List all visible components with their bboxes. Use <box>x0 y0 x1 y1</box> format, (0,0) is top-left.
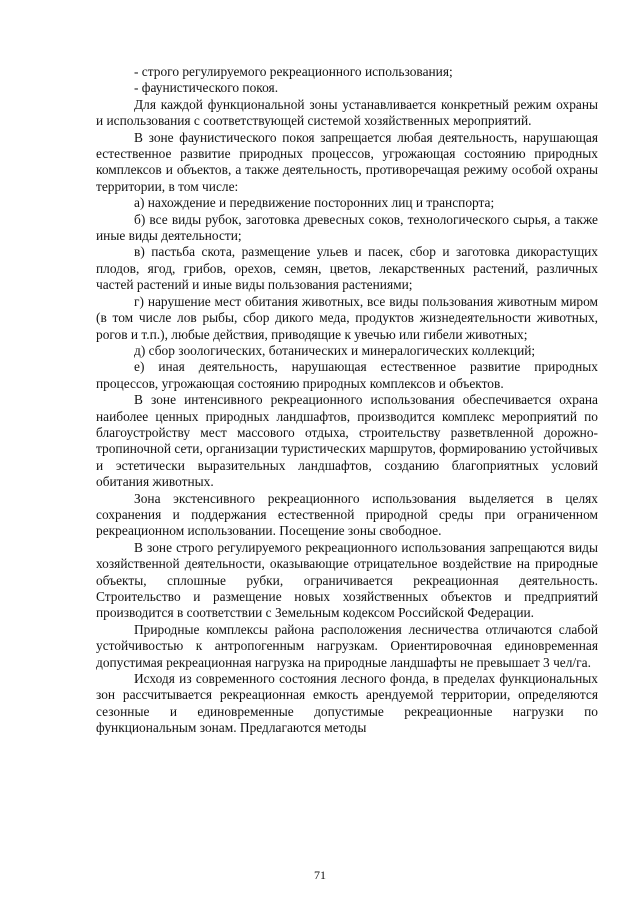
list-item-d: д) сбор зоологических, ботанических и минералогических коллекций; <box>134 342 536 358</box>
paragraph-intensive-zone: В зоне интенсивного рекреационного использования обеспечивается охрана наиболее ценных природных ландшафтов, производится комплекс мероприятий по благоустройству мест массового отдыха, строительству разветвленной дорожно-тропиночной сети, организации туристических маршрутов, формированию устойчивых и эстетически выразительных ландшафтов, созданию благоприятных условий обитания животных. <box>96 392 598 490</box>
paragraph-extensive-zone: Зона экстенсивного рекреационного использования выделяется в целях сохранения и поддержания естественной природной среды при ограниченном рекреационном использовании. Посещение зоны свободное. <box>96 490 598 539</box>
list-item-a: а) нахождение и передвижение посторонних лиц и транспорта; <box>134 195 495 211</box>
paragraph-strict-zone: В зоне строго регулируемого рекреационного использования запрещаются виды хозяйственной деятельности, оказывающие отрицательное воздействие на природные объекты, сплошные рубки, ограничивается рекреационная деятельность. Строительство и размещение новых хозяйственных объектов и предприятий производится в соответствии с Земельным кодексом Российской Федерации. <box>96 539 598 621</box>
page-number: 71 <box>314 868 326 882</box>
paragraph-dash-item-1: - строго регулируемого рекреационного использования; <box>134 64 453 79</box>
paragraph-zone-regime: Для каждой функциональной зоны устанавливается конкретный режим охраны и использования с соответствующей системой хозяйственных мероприятий. <box>96 96 598 129</box>
paragraph-natural-complexes: Природные комплексы района расположения лесничества отличаются слабой устойчивостью к антропогенным нагрузкам. Ориентировочная единовременная допустимая рекреационная нагрузка на природные ландшафты не превышает 3 чел/га. <box>96 621 598 670</box>
document-body <box>96 64 598 737</box>
paragraph-recreational-capacity: Исходя из современного состояния лесного фонда, в пределах функциональных зон рассчитывается рекреационная емкость арендуемой территории, определяются сезонные и единовременные допустимые рекреационные нагрузки по функциональным зонам. Предлагаются методы <box>96 671 598 736</box>
paragraph-dash-item-2: - фаунистического покоя. <box>134 80 279 96</box>
list-item-v: в) пастьба скота, размещение ульев и пасек, сбор и заготовка дикорастущих плодов, ягод, грибов, орехов, семян, цветов, лекарственных растений, различных частей растений и иные виды пользования растениями; <box>96 244 598 293</box>
list-item-g: г) нарушение мест обитания животных, все виды пользования животным миром (в том числе лов рыбы, сбор дикого меда, продуктов жизнедеятельности животных, рогов и т.п.), любые действия, приводящие к увечью или гибели животных; <box>96 293 598 342</box>
list-item-b: б) все виды рубок, заготовка древесных соков, технологического сырья, а также иные виды деятельности; <box>96 211 598 244</box>
list-item-e: е) иная деятельность, нарушающая естественное развитие природных процессов, угрожающая состоянию природных комплексов и объектов. <box>96 359 598 391</box>
paragraph-faunistic-rest: В зоне фаунистического покоя запрещается любая деятельность, нарушающая естественное развитие природных процессов, угрожающая состоянию природных комплексов и объектов, а также деятельность, противоречащая режиму особой охраны территории, в том числе: <box>96 129 598 194</box>
